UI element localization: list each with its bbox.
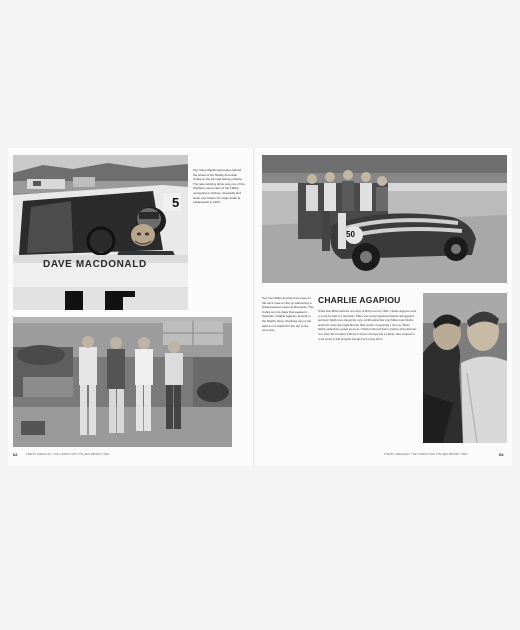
photo-dave-macdonald-car xyxy=(13,155,188,310)
photo-charlie-agapiou-portrait-art xyxy=(423,293,507,443)
folio-left: 62 xyxy=(13,452,18,457)
photo-cobra-pit-wall xyxy=(262,155,507,283)
body-text-charlie-agapiou: When Ken Miles built his race shop in Hollywood in 1962, Charlie Agapiou went to work for him as a mechanic. Miles was racing Sunbeam Alpines and Agapiou and Jean Smith were among his crew. At Riverside that year Miles took Charlie under his wing and taught him the finer points of preparing a race car. When Shelby American opened its doors, Charlie followed Ken to Venice and joined the race team. He travelled with the Cobras to Europe and Le Mans, then returned to work on the GT40 program and the Ford racing effort. xyxy=(318,309,417,341)
section-heading-charlie-agapiou: CHARLIE AGAPIOU xyxy=(318,295,401,305)
photo-charlie-agapiou-portrait xyxy=(423,293,507,443)
car-name-lettering: DAVE MACDONALD xyxy=(43,259,147,270)
photo-dave-macdonald-car-art xyxy=(13,155,188,310)
caption-top-photo: Top: Dave MacDonald poses behind the wheel of his Shelby American Cobra on the pit road before practice. The race-winning driver was one of the brightest young stars of the 1960s, competing in Cobras, Cheetahs and stock cars before his tragic death at Indianapolis in 1964. xyxy=(193,168,245,205)
running-head-left: SHELBY AMERICAN: THE COBRAS AND THE MEN BEHIND THEM xyxy=(26,453,110,456)
folio-right: 63 xyxy=(499,452,504,457)
photo-shop-crew xyxy=(13,317,232,447)
cobra-car-number: 50 xyxy=(346,230,355,239)
photo-cobra-pit-wall-art xyxy=(262,155,507,283)
caption-right-page: Top: Ken Miles and his crew pose on the car's nose on the pit wall during a break between races at Riverside. The Cobra won its class that weekend. Opposite: Charlie Agapiou at work in the Shelby shop, checking over a car before it is loaded for the trip to the next race. xyxy=(262,296,314,333)
book-gutter xyxy=(253,148,255,466)
running-head-right: SHELBY AMERICAN: THE COBRAS AND THE MEN BEHIND THEM xyxy=(384,453,468,456)
photo-shop-crew-art xyxy=(13,317,232,447)
car-number-side: 5 xyxy=(172,195,180,210)
